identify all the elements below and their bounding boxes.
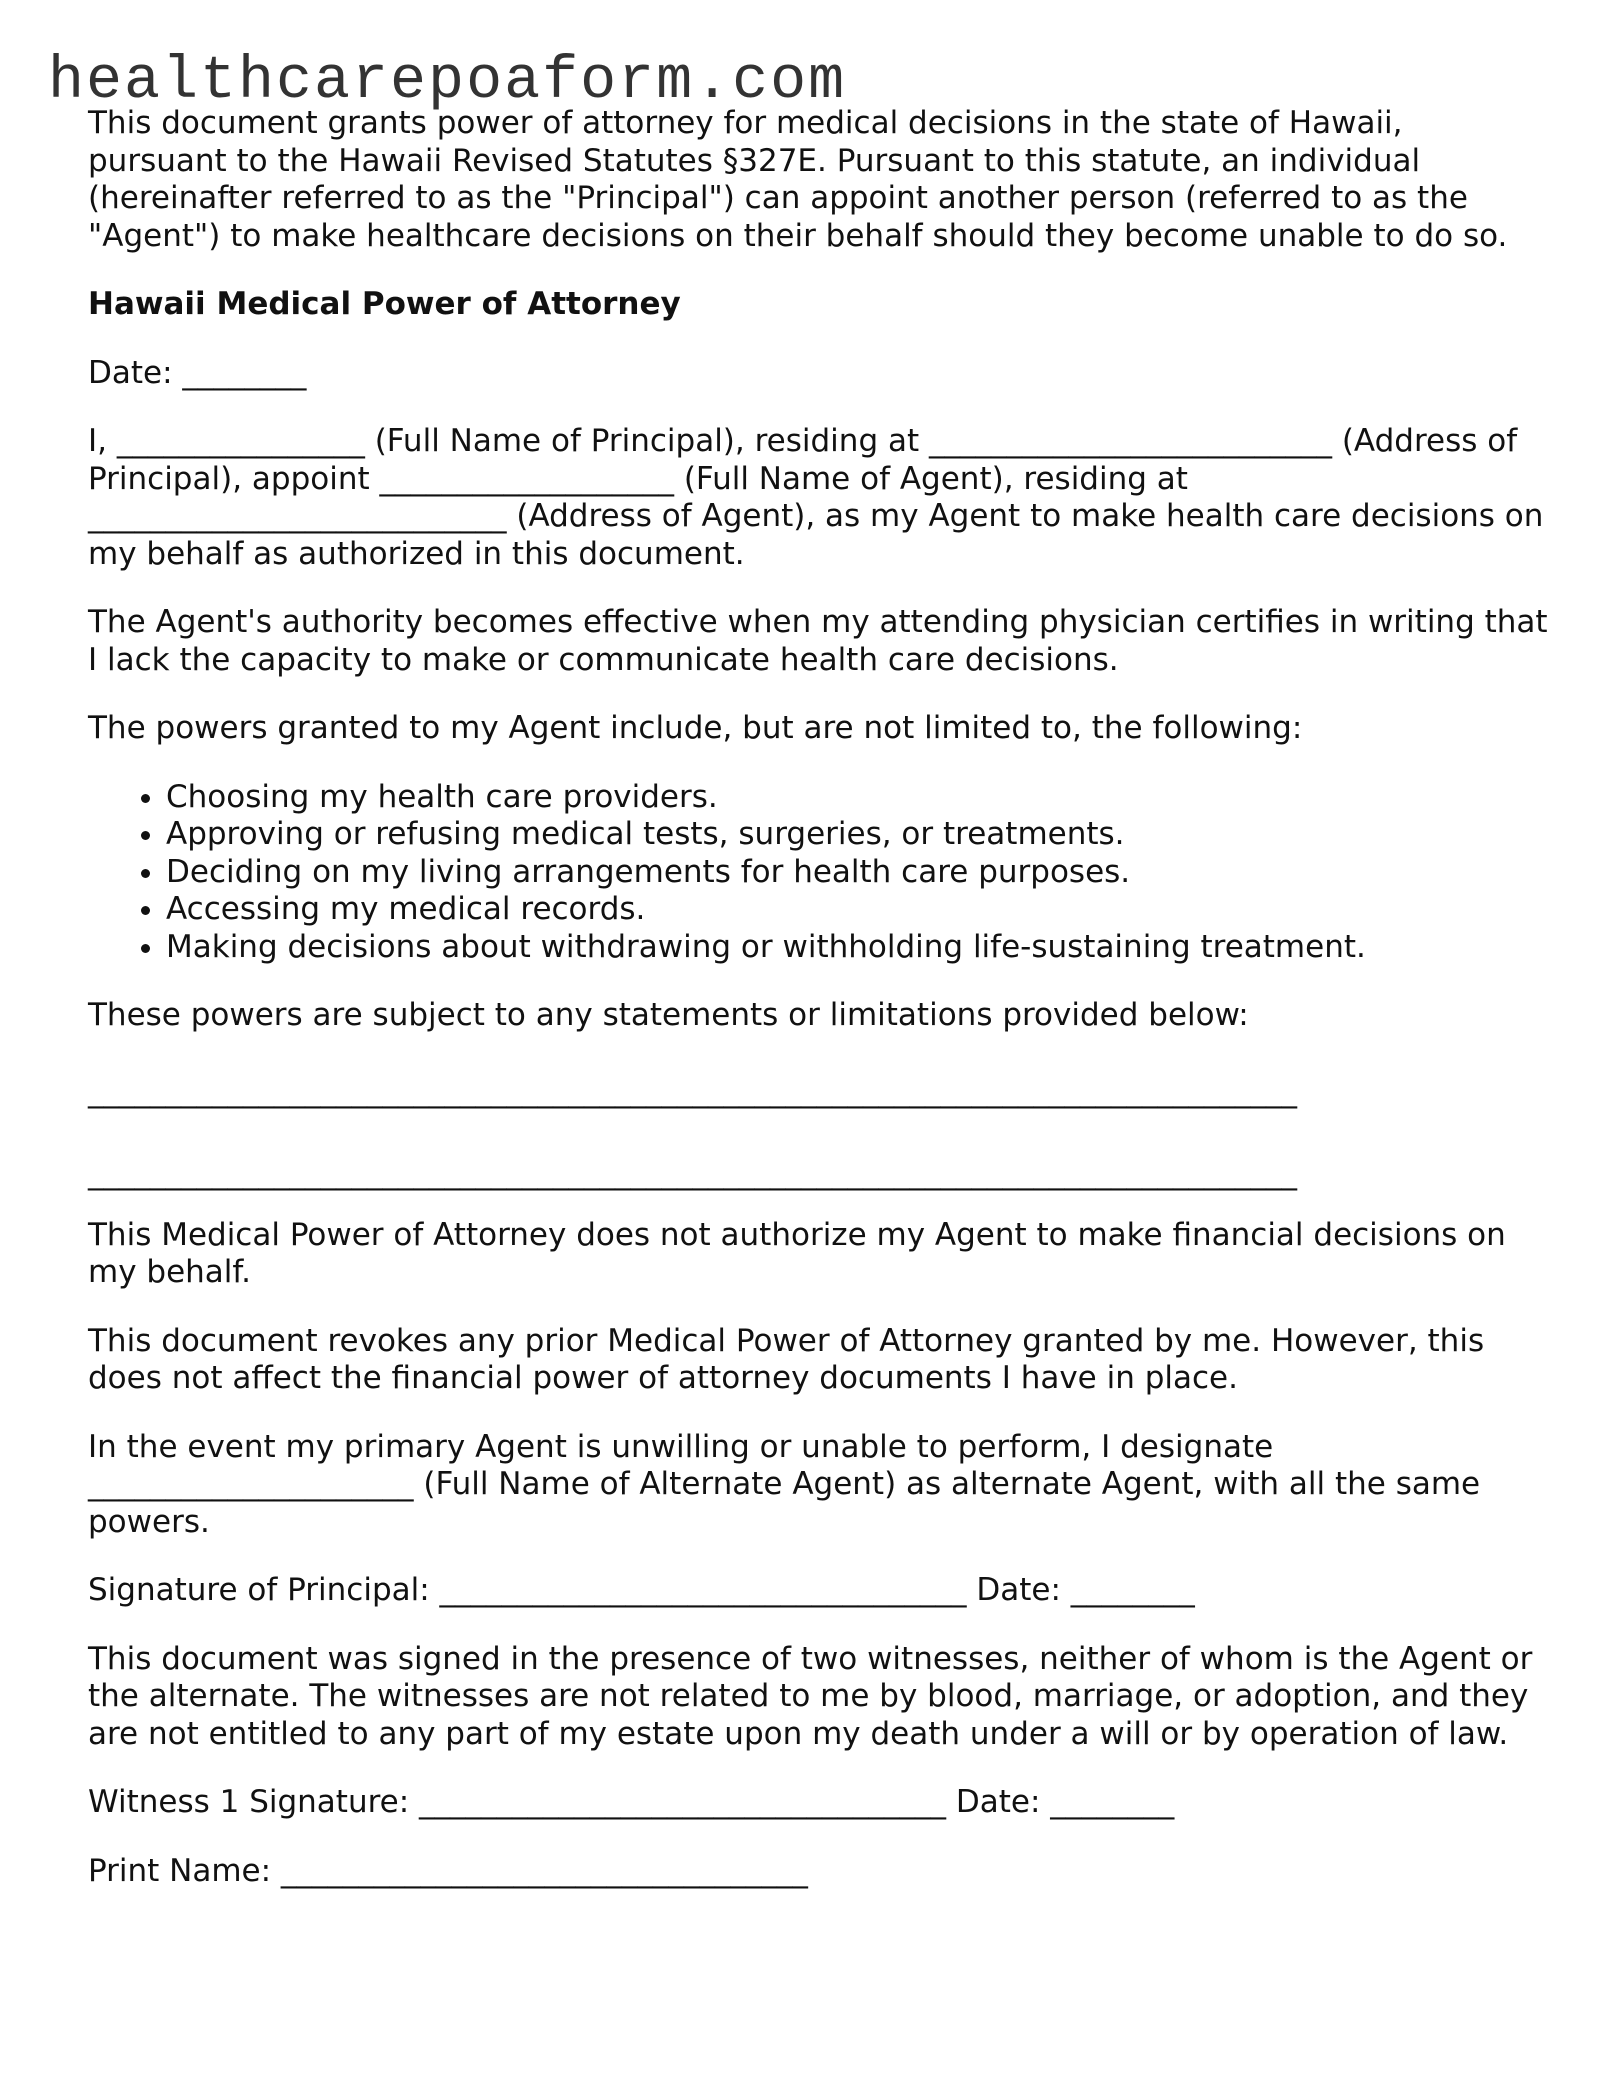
power-item: • Deciding on my living arrangements for health care purposes. xyxy=(166,854,1548,892)
witness-statement: This document was signed in the presence of two witnesses, neither of whom is the Agent or the alternate. The witnesses are not related to me by blood, marriage, or adoption, and they are not entitled to any part of my estate upon my death under a will or by operation of law. xyxy=(88,1640,1533,1752)
power-item: • Choosing my health care providers. xyxy=(166,779,1548,817)
alternate-agent-paragraph: In the event my primary Agent is unwilling or unable to perform, I designate _____________________ (Full Name of Alternate Agent) as alternate Agent, with all the same powers. xyxy=(88,1428,1481,1540)
financial-note: This Medical Power of Attorney does not authorize my Agent to make financial decisions on my behalf. xyxy=(88,1216,1506,1290)
power-item: • Approving or refusing medical tests, surgeries, or treatments. xyxy=(166,816,1548,854)
date-line: Date: ________ xyxy=(88,354,307,391)
appointment-paragraph: I, ________________ (Full Name of Principal), residing at __________________________ (Address of Principal), appoint ___________________ (Full Name of Agent), residing at ___________________________ (Address of Agent), as my Agent to make health care decisions on my behalf as authorized in this document. xyxy=(88,423,1544,572)
document-body xyxy=(88,105,1548,1921)
limitation-line-2: ______________________________________________________________________________ xyxy=(88,1155,1297,1191)
site-watermark: healthcarepoaform.com xyxy=(48,48,847,116)
power-item: • Accessing my medical records. xyxy=(166,891,1548,929)
witness1-print-name-line: Print Name: __________________________________ xyxy=(88,1852,808,1889)
effective-paragraph: The Agent's authority becomes effective when my attending physician certifies in writing that I lack the capacity to make or communicate health care decisions. xyxy=(88,604,1548,678)
intro-paragraph: This document grants power of attorney for medical decisions in the state of Hawaii, pursuant to the Hawaii Revised Statutes §327E. Pursuant to this statute, an individual (hereinafter referred to as the "Principal") can appoint another person (referred to as the "Agent") to make healthcare decisions on their behalf should they become unable to do so. xyxy=(88,105,1508,254)
document-title: Hawaii Medical Power of Attorney xyxy=(88,286,681,322)
powers-list xyxy=(88,779,1548,967)
power-item: • Making decisions about withdrawing or withholding life-sustaining treatment. xyxy=(166,929,1548,967)
limitation-line-1: ______________________________________________________________________________ xyxy=(88,1072,1297,1109)
revocation-paragraph: This document revokes any prior Medical Power of Attorney granted by me. However, this does not affect the financial power of attorney documents I have in place. xyxy=(88,1322,1485,1396)
principal-signature-line: Signature of Principal: __________________________________ Date: ________ xyxy=(88,1572,1195,1608)
witness1-signature-line: Witness 1 Signature: __________________________________ Date: ________ xyxy=(88,1784,1175,1820)
limitations-intro: These powers are subject to any statements or limitations provided below: xyxy=(88,997,1249,1033)
powers-intro: The powers granted to my Agent include, but are not limited to, the following: xyxy=(88,710,1303,746)
